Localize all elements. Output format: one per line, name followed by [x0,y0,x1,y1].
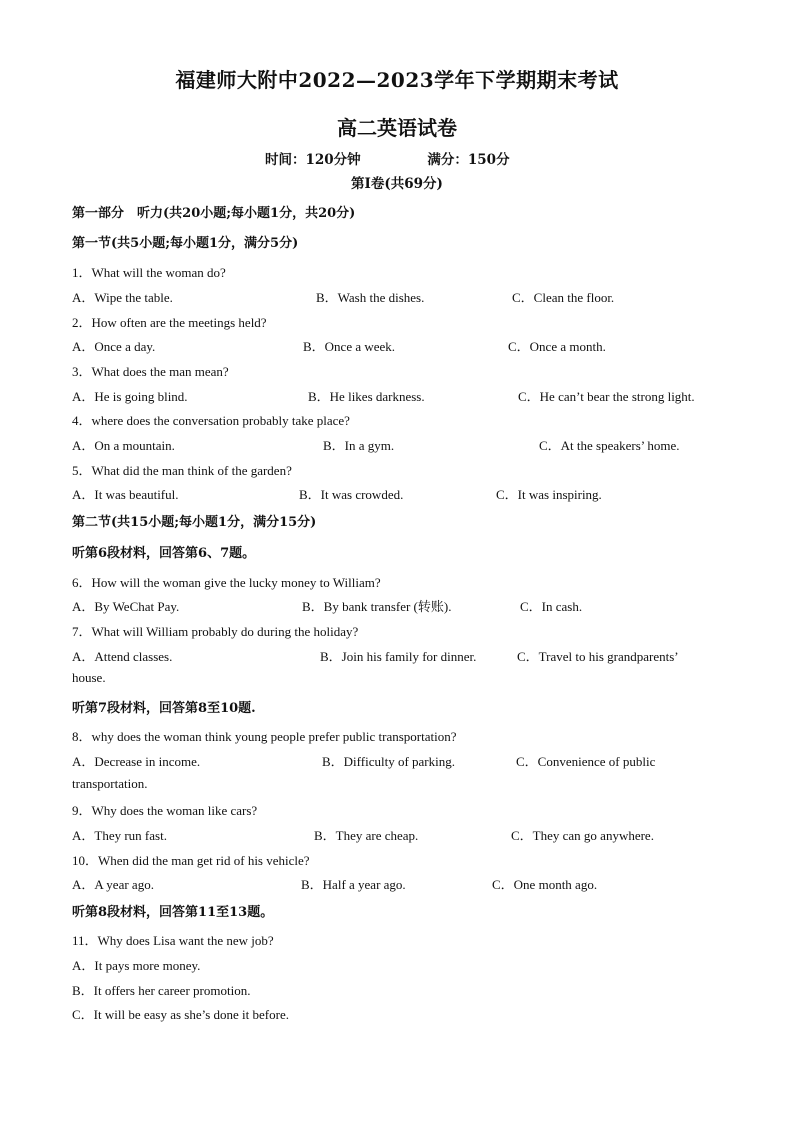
question-1: 1．What will the woman do? [72,265,226,280]
q2-option-a: A．Once a day. [72,339,156,354]
q10-option-c: C．One month ago. [492,877,598,892]
q10-option-a: A．A year ago. [72,877,154,892]
q11-option-b: B．It offers her career promotion. [72,983,251,998]
question-10: 10．When did the man get rid of his vehicle? [72,853,310,868]
q1-option-a: A．Wipe the table. [72,290,173,305]
passage-8-heading: 听第8段材料，回答第11至13题。 [72,905,274,920]
q8-option-b: B．Difficulty of parking. [322,754,455,769]
exam-meta [265,148,510,168]
section1-title: 第一节(共5小题;每小题1分，满分5分) [72,236,299,251]
volume-title: 第I卷(共69分) [351,176,443,192]
q5-option-c: C．It was inspiring. [496,487,602,502]
exam-time: 时间：120分钟 [265,152,361,168]
question-6: 6．How will the woman give the lucky money to William? [72,575,381,590]
q4-option-a: A．On a mountain. [72,438,175,453]
q4-option-c: C．At the speakers’ home. [539,438,680,453]
exam-title: 福建师大附中2022—2023学年下学期期末考试 [175,68,619,92]
question-7: 7．What will William probably do during the holiday? [72,624,359,639]
q6-option-b: B．By bank transfer (转账). [302,599,452,614]
q2-option-b: B．Once a week. [303,339,396,354]
q8-option-c: C．Convenience of public [516,754,656,769]
exam-subtitle: 高二英语试卷 [337,116,457,140]
q8-option-c-continuation: transportation. [72,776,148,791]
q1-option-b: B．Wash the dishes. [316,290,425,305]
exam-score: 满分：150分 [427,152,510,168]
part1-title: 第一部分 听力(共20小题;每小题1分，共20分) [72,206,356,221]
q3-option-a: A．He is going blind. [72,389,188,404]
q7-option-c-continuation: house. [72,670,106,685]
q7-option-c: C．Travel to his grandparents’ [517,649,679,664]
q5-option-b: B．It was crowded. [299,487,404,502]
question-11: 11．Why does Lisa want the new job? [72,933,274,948]
question-2: 2．How often are the meetings held? [72,315,267,330]
q7-option-a: A．Attend classes. [72,649,173,664]
section2-title: 第二节(共15小题;每小题1分，满分15分) [72,515,317,530]
question-8: 8．why does the woman think young people prefer public transportation? [72,729,457,744]
q6-option-c: C．In cash. [520,599,583,614]
q5-option-a: A．It was beautiful. [72,487,179,502]
q2-option-c: C．Once a month. [508,339,606,354]
question-3: 3．What does the man mean? [72,364,229,379]
q4-option-b: B．In a gym. [323,438,395,453]
q3-option-b: B．He likes darkness. [308,389,425,404]
q10-option-b: B．Half a year ago. [301,877,406,892]
question-5: 5．What did the man think of the garden? [72,463,292,478]
q11-option-c: C．It will be easy as she’s done it before. [72,1007,289,1022]
passage-6-heading: 听第6段材料，回答第6、7题。 [72,546,256,561]
passage-7-heading: 听第7段材料，回答第8至10题. [72,701,256,716]
q8-option-a: A．Decrease in income. [72,754,201,769]
q9-option-a: A．They run fast. [72,828,167,843]
q9-option-b: B．They are cheap. [314,828,419,843]
question-9: 9．Why does the woman like cars? [72,803,258,818]
q7-option-b: B．Join his family for dinner. [320,649,477,664]
q3-option-c: C．He can’t bear the strong light. [518,389,695,404]
q6-option-a: A．By WeChat Pay. [72,599,180,614]
q11-option-a: A．It pays more money. [72,958,201,973]
question-4: 4．where does the conversation probably take place? [72,413,350,428]
q9-option-c: C．They can go anywhere. [511,828,654,843]
q1-option-c: C．Clean the floor. [512,290,615,305]
